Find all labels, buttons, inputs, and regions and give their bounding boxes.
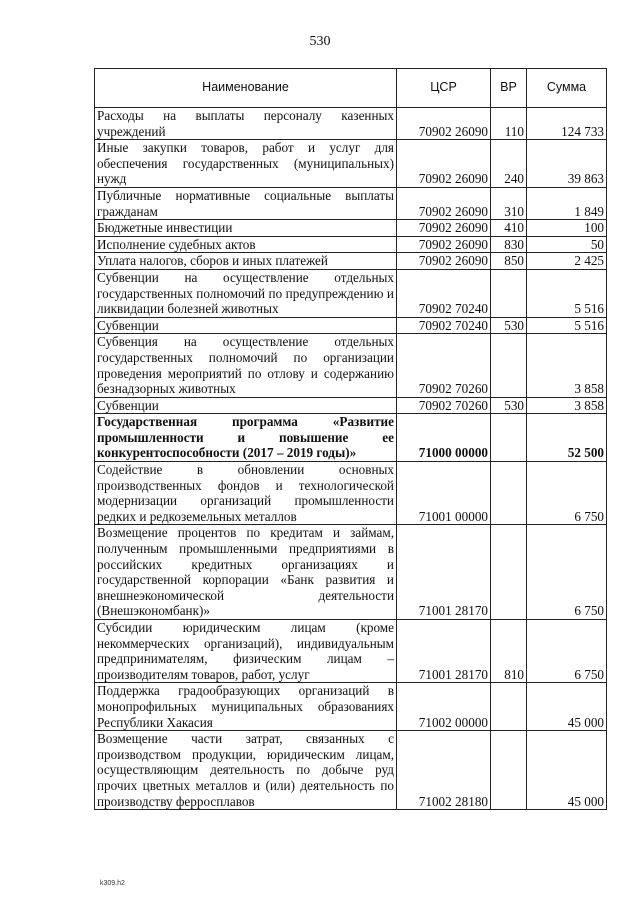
cell-sum: 50 (527, 236, 607, 253)
cell-csr: 70902 26090 (397, 220, 491, 237)
table-row (95, 334, 607, 397)
cell-vr: 830 (491, 236, 527, 253)
cell-csr: 70902 26090 (397, 236, 491, 253)
table-row (95, 140, 607, 188)
cell-csr: 71001 28170 (397, 525, 491, 620)
table-row (95, 269, 607, 317)
cell-csr: 71001 28170 (397, 620, 491, 683)
cell-csr: 70902 70260 (397, 334, 491, 397)
cell-csr: 71001 00000 (397, 462, 491, 525)
cell-sum: 3 858 (527, 397, 607, 414)
cell-sum: 3 858 (527, 334, 607, 397)
cell-sum: 52 500 (527, 414, 607, 462)
cell-name: Поддержка градообразующих организаций в монопрофильных муниципальных образованиях Республики Хакасия (95, 683, 397, 731)
cell-sum: 45 000 (527, 683, 607, 731)
cell-csr: 70902 70260 (397, 397, 491, 414)
cell-csr: 71002 00000 (397, 683, 491, 731)
table-row (95, 683, 607, 731)
header-csr: ЦСР (397, 69, 491, 108)
header-sum: Сумма (527, 69, 607, 108)
cell-sum: 5 516 (527, 269, 607, 317)
table-row (95, 414, 607, 462)
cell-csr: 70902 26090 (397, 187, 491, 219)
cell-name: Исполнение судебных актов (95, 236, 397, 253)
page-number: 530 (309, 34, 331, 49)
cell-name: Субвенция на осуществление отдельных государственных полномочий по организации проведения мероприятий по отлову и содержанию безнадзорных животных (95, 334, 397, 397)
table-row (95, 462, 607, 525)
cell-sum: 5 516 (527, 317, 607, 334)
cell-name: Содействие в обновлении основных производственных фондов и технологической модернизации организаций промышленности редких и редкоземельных металлов (95, 462, 397, 525)
cell-vr: 240 (491, 140, 527, 188)
cell-name: Публичные нормативные социальные выплаты гражданам (95, 187, 397, 219)
cell-name: Уплата налогов, сборов и иных платежей (95, 253, 397, 270)
table-row (95, 236, 607, 253)
cell-vr (491, 334, 527, 397)
table-header-row (95, 69, 607, 108)
cell-csr: 70902 26090 (397, 140, 491, 188)
header-name: Наименование (95, 69, 397, 108)
cell-csr: 70902 70240 (397, 317, 491, 334)
cell-vr (491, 414, 527, 462)
cell-sum: 2 425 (527, 253, 607, 270)
cell-name: Расходы на выплаты персоналу казенных учреждений (95, 108, 397, 140)
cell-sum: 1 849 (527, 187, 607, 219)
cell-vr: 530 (491, 317, 527, 334)
table-row (95, 253, 607, 270)
cell-sum: 39 863 (527, 140, 607, 188)
table-row (95, 731, 607, 810)
cell-vr: 850 (491, 253, 527, 270)
table-row (95, 317, 607, 334)
cell-sum: 100 (527, 220, 607, 237)
cell-vr: 530 (491, 397, 527, 414)
table-body (95, 108, 607, 810)
cell-csr: 70902 26090 (397, 108, 491, 140)
cell-name: Субвенции (95, 397, 397, 414)
cell-vr (491, 731, 527, 810)
cell-vr (491, 683, 527, 731)
table-row (95, 220, 607, 237)
cell-name: Возмещение части затрат, связанных с производством продукции, юридическим лицам, осуществляющим деятельность по добыче руд прочих цветных металлов и (или) деятельность по производству ферросплавов (95, 731, 397, 810)
header-vr: ВР (491, 69, 527, 108)
cell-name: Субвенции (95, 317, 397, 334)
cell-vr (491, 269, 527, 317)
table-row (95, 620, 607, 683)
cell-name: Субсидии юридическим лицам (кроме некоммерческих организаций), индивидуальным предпринимателям, физическим лицам – производителям товаров, работ, услуг (95, 620, 397, 683)
cell-vr: 810 (491, 620, 527, 683)
cell-csr: 71000 00000 (397, 414, 491, 462)
cell-name: Иные закупки товаров, работ и услуг для обеспечения государственных (муниципальных) нужд (95, 140, 397, 188)
footer-code: k309.h2 (100, 880, 125, 887)
cell-name: Государственная программа «Развитие промышленности и повышение ее конкурентоспособности (2017 – 2019 годы)» (95, 414, 397, 462)
cell-sum: 6 750 (527, 525, 607, 620)
cell-vr: 110 (491, 108, 527, 140)
cell-vr: 410 (491, 220, 527, 237)
table-row (95, 187, 607, 219)
table-row (95, 525, 607, 620)
cell-name: Возмещение процентов по кредитам и займам, полученным промышленными предприятиями в российских кредитных организациях и государственной корпорации «Банк развития и внешнеэкономической деятельности (Внешэкономбанк)» (95, 525, 397, 620)
cell-csr: 71002 28180 (397, 731, 491, 810)
cell-sum: 124 733 (527, 108, 607, 140)
cell-name: Бюджетные инвестиции (95, 220, 397, 237)
cell-vr: 310 (491, 187, 527, 219)
cell-vr (491, 462, 527, 525)
budget-table (94, 68, 607, 810)
cell-csr: 70902 70240 (397, 269, 491, 317)
table-row (95, 108, 607, 140)
cell-sum: 45 000 (527, 731, 607, 810)
cell-vr (491, 525, 527, 620)
cell-sum: 6 750 (527, 620, 607, 683)
cell-sum: 6 750 (527, 462, 607, 525)
cell-name: Субвенции на осуществление отдельных государственных полномочий по предупреждению и ликвидации болезней животных (95, 269, 397, 317)
cell-csr: 70902 26090 (397, 253, 491, 270)
table-row (95, 397, 607, 414)
